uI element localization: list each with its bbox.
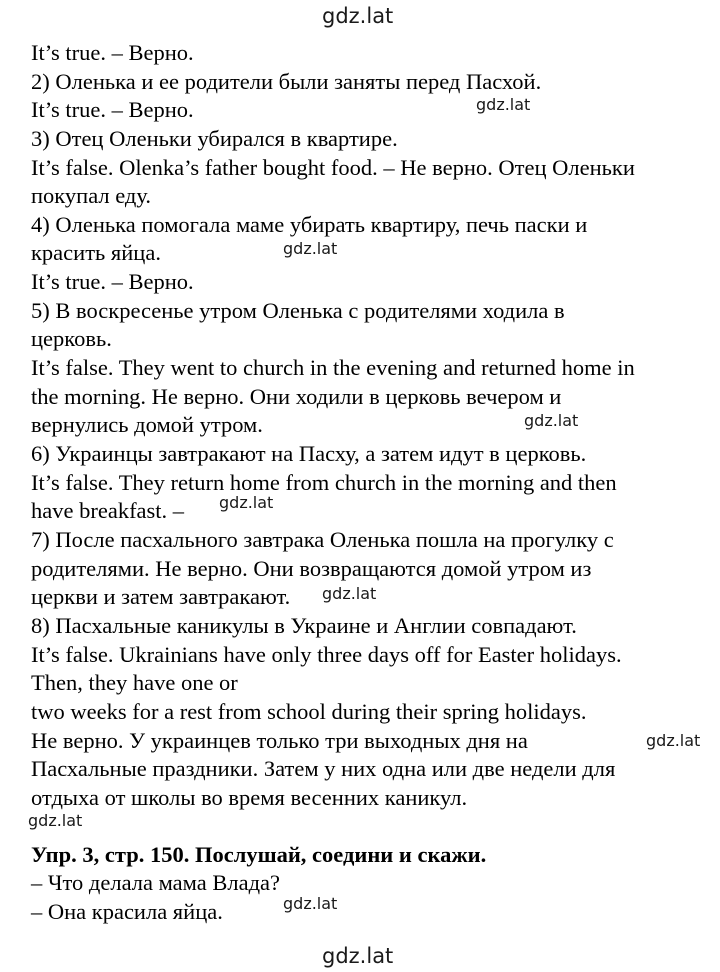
text-line: 4) Оленька помогала маме убирать квартиру, печь паски и — [31, 212, 588, 237]
text-line: Пасхальные праздники. Затем у них одна или две недели для — [31, 756, 616, 781]
text-line: 8) Пасхальные каникулы в Украине и Англии совпадают. — [31, 613, 577, 638]
exercise-heading: Упр. 3, стр. 150. Послушай, соедини и скажи. — [31, 842, 487, 867]
watermark-bottom: gdz.lat — [322, 944, 394, 968]
text-line: It’s false. They went to church in the evening and returned home in — [31, 355, 635, 380]
text-line: It’s false. Ukrainians have only three days off for Easter holidays. — [31, 642, 622, 667]
text-line: 3) Отец Оленьки убирался в квартире. — [31, 126, 398, 151]
text-line: It’s true. – Верно. — [31, 40, 194, 65]
text-line: отдыха от школы во время весенних каникул. — [31, 785, 468, 810]
text-line: It’s false. Olenka’s father bought food. – Не верно. Отец Оленьки — [31, 155, 635, 180]
text-line: красить яйца. — [31, 240, 161, 265]
dialogue-line: – Что делала мама Влада? — [31, 870, 281, 895]
text-line: церковь. — [31, 326, 112, 351]
text-line: 2) Оленька и ее родители были заняты перед Пасхой. — [31, 69, 542, 94]
text-line: It’s true. – Верно. — [31, 269, 194, 294]
watermark-top: gdz.lat — [322, 4, 394, 28]
text-line: церкви и затем завтракают. — [31, 584, 291, 609]
text-line: the morning. Не верно. Они ходили в церковь вечером и — [31, 384, 562, 409]
dialogue-line: – Она красила яйца. — [31, 899, 223, 924]
watermark: gdz.lat — [283, 894, 338, 913]
watermark: gdz.lat — [283, 239, 338, 258]
text-line: two weeks for a rest from school during their spring holidays. — [31, 699, 587, 724]
watermark: gdz.lat — [524, 411, 579, 430]
text-line: Не верно. У украинцев только три выходных дня на — [31, 728, 528, 753]
watermark: gdz.lat — [322, 584, 377, 603]
watermark: gdz.lat — [646, 731, 701, 750]
text-line: It’s false. They return home from church in the morning and then — [31, 470, 617, 495]
text-line: вернулись домой утром. — [31, 412, 263, 437]
text-line: 7) После пасхального завтрака Оленька пошла на прогулку с — [31, 527, 614, 552]
text-line: It’s true. – Верно. — [31, 97, 194, 122]
text-line: have breakfast. – — [31, 498, 185, 523]
text-line: родителями. Не верно. Они возвращаются домой утром из — [31, 556, 592, 581]
text-line: 6) Украинцы завтракают на Пасху, а затем идут в церковь. — [31, 441, 587, 466]
text-line: Then, they have one or — [31, 670, 238, 695]
watermark: gdz.lat — [28, 811, 83, 830]
watermark: gdz.lat — [476, 95, 531, 114]
text-line: 5) В воскресенье утром Оленька с родителями ходила в — [31, 298, 565, 323]
watermark: gdz.lat — [219, 493, 274, 512]
text-line: покупал еду. — [31, 183, 151, 208]
